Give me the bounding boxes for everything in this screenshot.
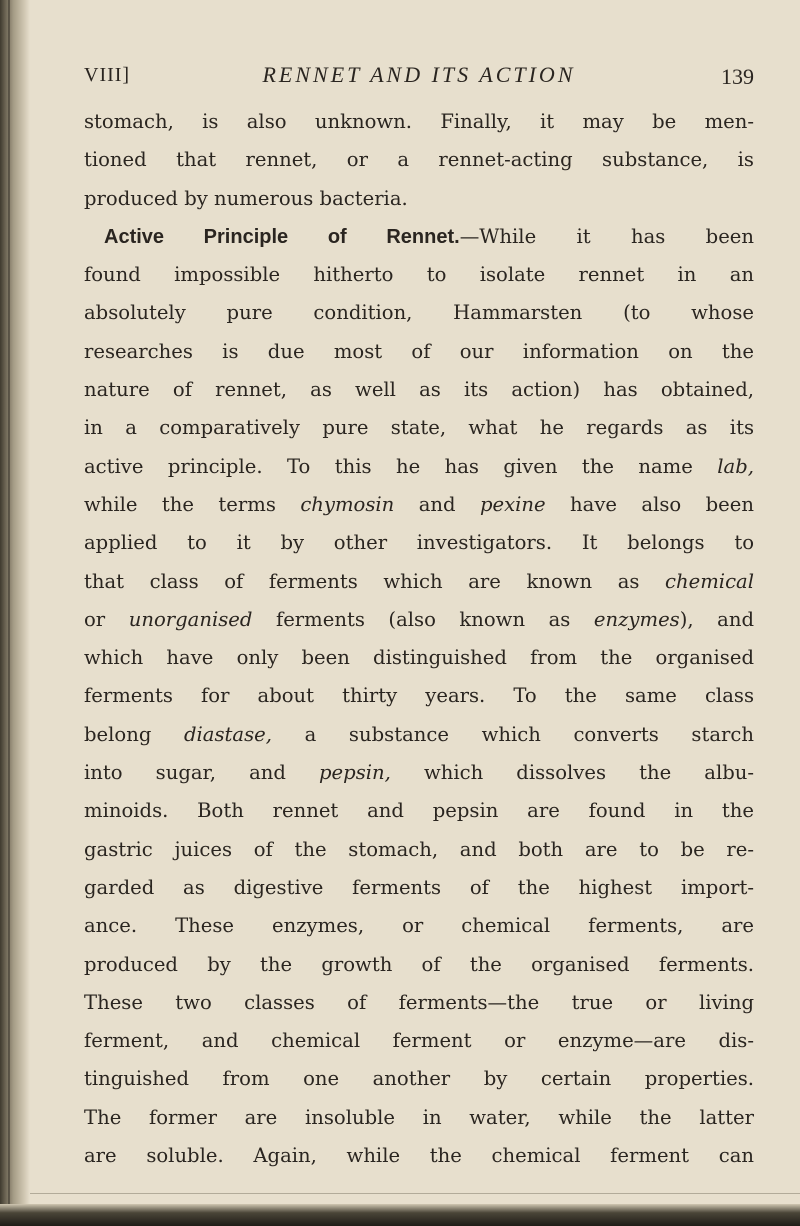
text-line: that class of ferments which are known as chemical xyxy=(84,569,754,593)
text-line: minoids. Both rennet and pepsin are found in the xyxy=(84,799,754,823)
italic-term: enzymes xyxy=(593,607,680,631)
text-line: gastric juices of the stomach, and both are to be re- xyxy=(84,837,754,861)
text-line: belong diastase, a substance which converts starch xyxy=(84,722,754,746)
text-line: found impossible hitherto to isolate rennet in an xyxy=(84,263,754,287)
running-head-title: RENNET AND ITS ACTION xyxy=(262,62,576,87)
text-line: while the terms chymosin and pexine have also been xyxy=(84,492,754,516)
text-line: absolutely pure condition, Hammarsten (to whose xyxy=(84,301,754,325)
italic-term: chemical xyxy=(665,569,754,593)
page-number: 139 xyxy=(721,64,754,89)
text-line: tioned that rennet, or a rennet-acting substance, is xyxy=(84,148,754,172)
body-text xyxy=(84,103,754,1175)
text-line: in a comparatively pure state, what he regards as its xyxy=(84,416,754,440)
text-line: garded as digestive ferments of the highest import- xyxy=(84,875,754,899)
text-line: into sugar, and pepsin, which dissolves the albu- xyxy=(84,761,754,785)
text-line: ferments for about thirty years. To the same class xyxy=(84,684,754,708)
text-line: or unorganised ferments (also known as enzymes), and xyxy=(84,607,754,631)
italic-term: diastase, xyxy=(184,722,272,746)
text-line: nature of rennet, as well as its action) has obtained, xyxy=(84,378,754,402)
section-heading: Active Principle of Rennet. xyxy=(104,225,460,248)
italic-term: unorganised xyxy=(128,607,253,631)
text-line: ance. These enzymes, or chemical ferments, are xyxy=(84,914,754,938)
text-line: active principle. To this he has given the name lab, xyxy=(84,454,754,478)
text-line: These two classes of ferments—the true or living xyxy=(84,990,754,1014)
page-bottom-rule xyxy=(30,1193,800,1194)
chapter-number: VIII] xyxy=(84,64,131,86)
italic-term: pexine xyxy=(479,492,546,516)
text-line: ferment, and chemical ferment or enzyme—are dis- xyxy=(84,1029,754,1053)
text-line: produced by numerous bacteria. xyxy=(84,186,408,210)
text-line: produced by the growth of the organised ferments. xyxy=(84,952,754,976)
text-line: stomach, is also unknown. Finally, it may be men- xyxy=(84,110,754,133)
running-head xyxy=(84,58,754,94)
page-bottom-edge xyxy=(0,1204,800,1226)
text-line: are soluble. Again, while the chemical ferment can xyxy=(84,1144,754,1168)
italic-term: pepsin, xyxy=(319,761,391,785)
text-line: tinguished from one another by certain properties. xyxy=(84,1067,754,1091)
text-line: Active Principle of Rennet.—While it has been xyxy=(104,224,754,248)
text-line: which have only been distinguished from the organised xyxy=(84,646,754,670)
text-line: researches is due most of our information on the xyxy=(84,339,754,363)
italic-term: chymosin xyxy=(300,492,395,516)
text-line: applied to it by other investigators. It belongs to xyxy=(84,531,754,555)
text-line: The former are insoluble in water, while the latter xyxy=(84,1105,754,1129)
book-binding-edge xyxy=(0,0,30,1226)
italic-term: lab, xyxy=(717,454,754,478)
